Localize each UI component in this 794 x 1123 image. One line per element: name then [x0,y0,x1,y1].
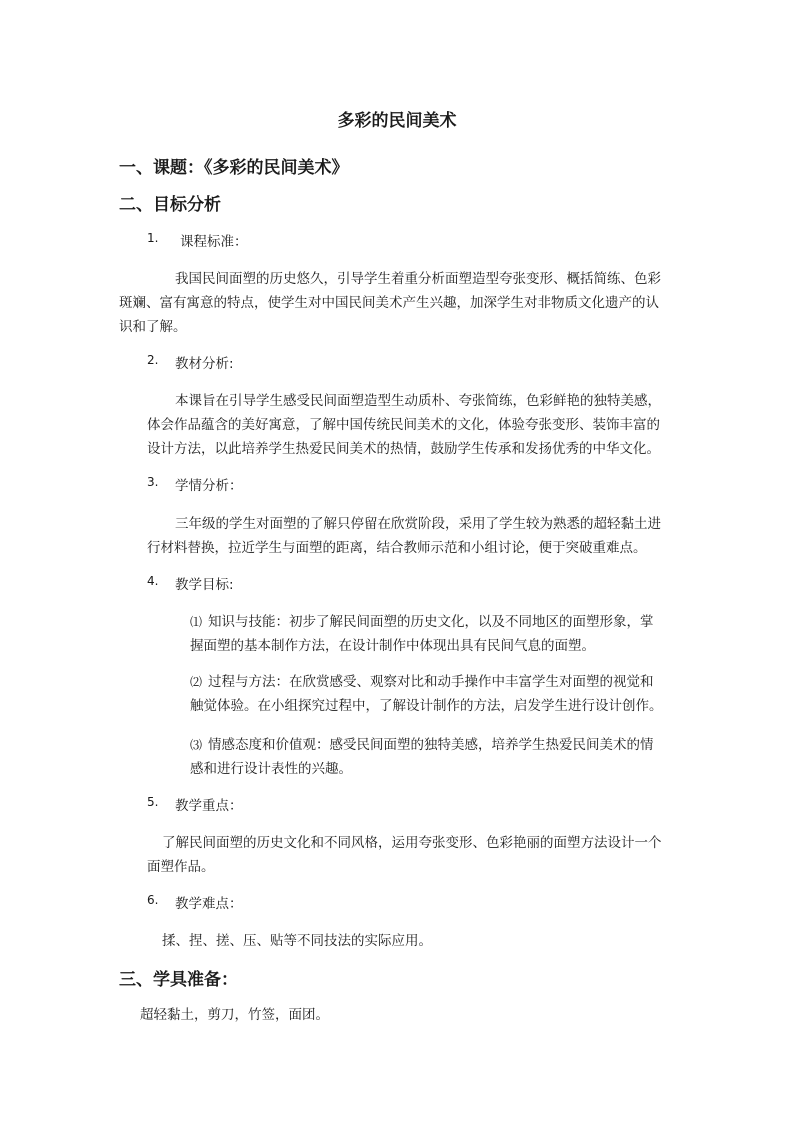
item-1-label: 课程标准： [180,234,248,250]
item-5-line-1: 了解民间面塑的历史文化和不同风格，运用夸张变形、色彩艳丽的面塑方法设计一个 [162,835,662,851]
item-2-line-1: 本课旨在引导学生感受民间面塑造型生动质朴、夸张简练，色彩鲜艳的独特美感， [175,393,661,409]
item-1-line-1: 我国民间面塑的历史悠久，引导学生着重分析面塑造型夸张变形、概括简练、色彩 [175,271,661,287]
objective-1-marker: ⑴ [190,615,203,629]
item-3-number: 3. [147,475,159,489]
item-2-line-3: 设计方法，以此培养学生热爱民间美术的热情，鼓励学生传承和发扬优秀的中华文化。 [147,441,660,457]
item-1-line-3: 识和了解。 [119,319,187,335]
objective-3-line-2: 感和进行设计表性的兴趣。 [190,761,352,777]
section-2-heading: 二、目标分析 [119,195,221,215]
item-6-label: 教学难点： [175,896,243,912]
item-2-label: 教材分析: [175,356,234,372]
item-5-label: 教学重点： [175,798,243,814]
section-3-heading: 三、学具准备： [119,970,238,990]
item-6-line-1: 揉、捏、搓、压、贴等不同技法的实际应用。 [162,933,432,949]
objective-2-line-2: 触觉体验。在小组探究过程中，了解设计制作的方法，启发学生进行设计创作。 [190,698,663,714]
item-2-line-2: 体会作品蕴含的美好寓意，了解中国传统民间美术的文化，体验夸张变形、装饰丰富的 [147,417,660,433]
item-4-label: 教学目标: [175,577,234,593]
item-5-number: 5. [147,795,159,809]
objective-2-marker: ⑵ [190,675,203,689]
item-1-line-2: 斑斓、富有寓意的特点，使学生对中国民间美术产生兴趣，加深学生对非物质文化遗产的认 [119,295,659,311]
objective-2-text-1: 过程与方法：在欣赏感受、观察对比和动手操作中丰富学生对面塑的视觉和 [208,674,654,690]
objective-3-line-1 [190,733,654,753]
materials-text: 超轻黏土，剪刀，竹签，面团。 [140,1007,329,1023]
objective-2-line-1 [190,670,654,690]
item-2-number: 2. [147,353,159,367]
item-3-line-1: 三年级的学生对面塑的了解只停留在欣赏阶段，采用了学生较为熟悉的超轻黏土进 [175,516,661,532]
item-3-line-2: 行材料替换，拉近学生与面塑的距离，结合教师示范和小组讨论，便于突破重难点。 [147,540,647,556]
item-4-number: 4. [147,574,159,588]
objective-3-marker: ⑶ [190,738,203,752]
item-1-number: 1. [147,231,159,245]
item-6-number: 6. [147,893,159,907]
objective-3-text-1: 情感态度和价值观：感受民间面塑的独特美感，培养学生热爱民间美术的情 [208,737,654,753]
objective-1-line-2: 握面塑的基本制作方法，在设计制作中体现出具有民间气息的面塑。 [190,638,595,654]
page-title: 多彩的民间美术 [337,111,457,131]
item-3-label: 学情分析： [175,478,243,494]
objective-1-line-1 [190,610,654,630]
section-1-heading: 一、课题：《多彩的民间美术》 [119,158,349,178]
objective-1-text-1: 知识与技能：初步了解民间面塑的历史文化，以及不同地区的面塑形象，掌 [208,614,654,630]
item-5-line-2: 面塑作品。 [147,859,215,875]
